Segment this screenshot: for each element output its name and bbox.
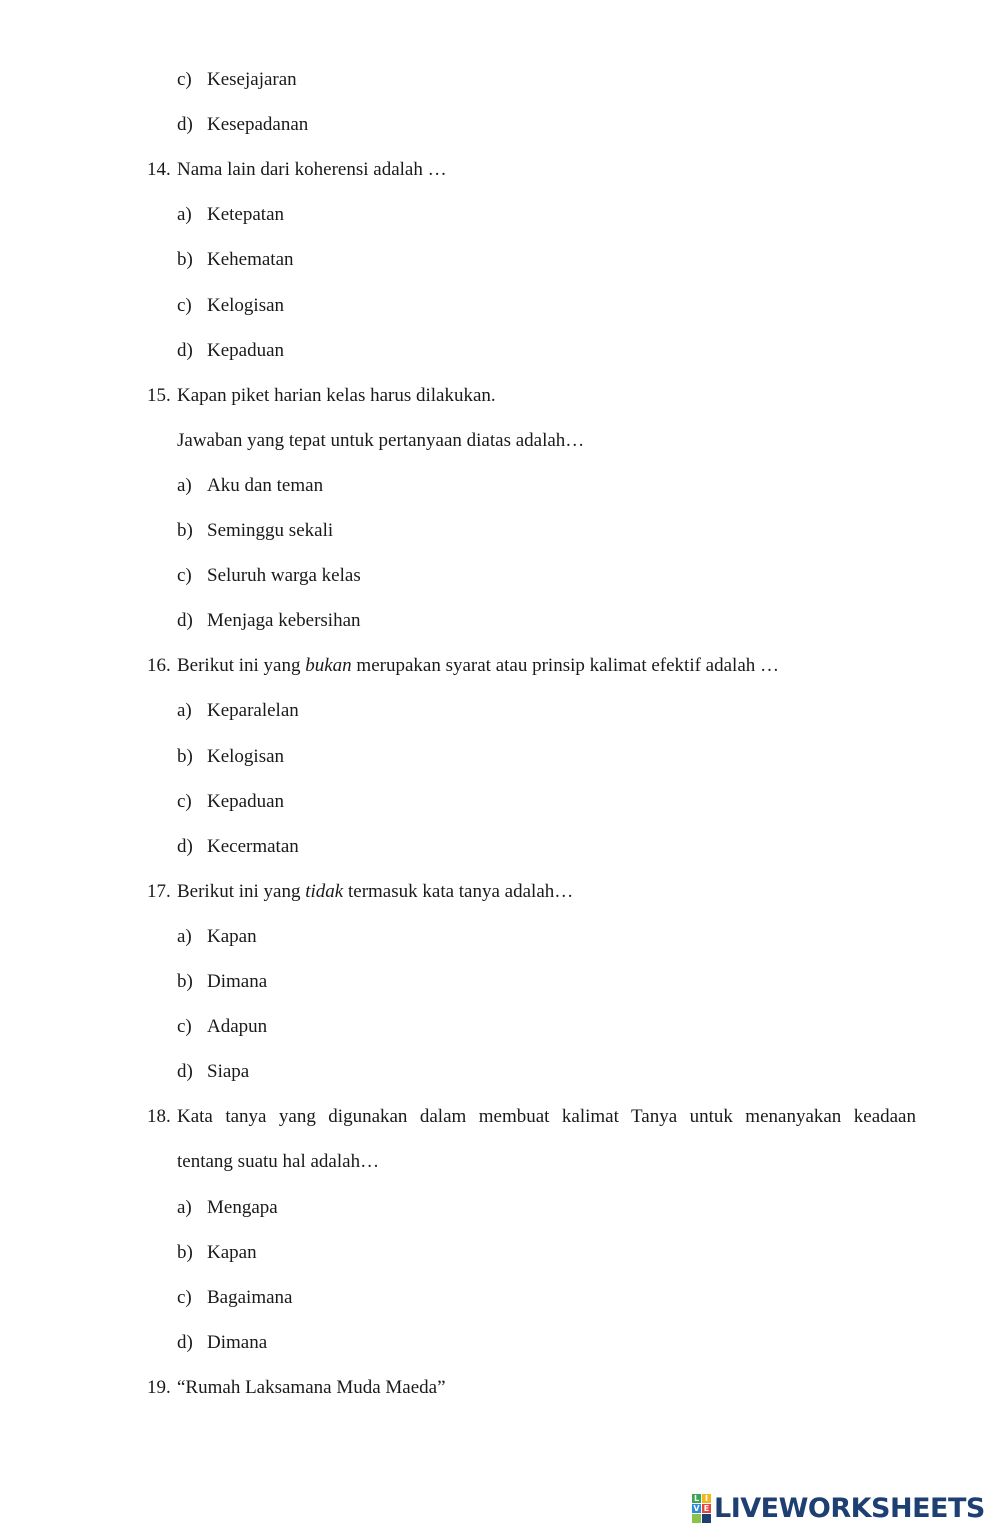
option-letter: d) [177, 340, 193, 361]
logo-tile: V [693, 1503, 700, 1513]
option-letter: a) [177, 926, 192, 947]
question-emphasis: tidak [305, 881, 344, 902]
option-text: Menjaga kebersihan [207, 610, 361, 631]
option-letter: c) [177, 1287, 192, 1308]
option-text: Mengapa [207, 1197, 278, 1218]
option-text: Keparalelan [207, 700, 299, 721]
option-letter: b) [177, 1242, 193, 1263]
question-text: Kata tanya yang digunakan dalam membuat kalimat Tanya untuk menanyakan keadaan [177, 1106, 916, 1127]
logo-mark-icon [692, 1494, 711, 1523]
option-letter: d) [177, 836, 193, 857]
question-number: 16. [147, 655, 171, 676]
option-text: Kepaduan [207, 340, 285, 361]
question-number: 18. [147, 1106, 171, 1127]
question-emphasis: bukan [305, 655, 352, 676]
option-letter: b) [177, 971, 193, 992]
logo-tile: I [702, 1494, 711, 1503]
option-text: Siapa [207, 1061, 250, 1082]
option-text: Bagaimana [207, 1287, 293, 1308]
question-text: Nama lain dari koherensi adalah … [177, 159, 447, 180]
option-text: Adapun [207, 1016, 268, 1037]
question-text: tentang suatu hal adalah… [177, 1151, 380, 1172]
option-text: Kelogisan [207, 295, 285, 316]
question-number: 15. [147, 385, 171, 406]
option-text: Aku dan teman [207, 475, 324, 496]
option-letter: b) [177, 249, 193, 270]
option-letter: c) [177, 565, 192, 586]
question-text: Kapan piket harian kelas harus dilakukan. [177, 385, 496, 406]
option-text: Kecermatan [207, 836, 299, 857]
option-letter: a) [177, 204, 192, 225]
logo-text: LIVEWORKSHEETS [714, 1492, 985, 1524]
question-text-part: Berikut ini yang [177, 881, 306, 902]
option-text: Dimana [207, 971, 268, 992]
option-text: Kehematan [207, 249, 294, 270]
option-text: Kelogisan [207, 746, 285, 767]
question-text: “Rumah Laksamana Muda Maeda” [177, 1377, 446, 1398]
option-letter: d) [177, 114, 193, 135]
logo-tile [692, 1514, 701, 1523]
option-letter: a) [177, 700, 192, 721]
option-text: Kapan [207, 1242, 257, 1263]
option-text: Seluruh warga kelas [207, 565, 361, 586]
question-text-part: Berikut ini yang [177, 655, 306, 676]
logo-tile [702, 1514, 711, 1523]
option-letter: c) [177, 69, 192, 90]
option-letter: c) [177, 295, 192, 316]
question-number: 19. [147, 1377, 171, 1398]
option-letter: b) [177, 746, 193, 767]
option-text: Kesepadanan [207, 114, 309, 135]
option-letter: b) [177, 520, 193, 541]
option-letter: c) [177, 1016, 192, 1037]
option-letter: d) [177, 1061, 193, 1082]
option-text: Dimana [207, 1332, 268, 1353]
question-number: 17. [147, 881, 171, 902]
option-letter: c) [177, 791, 192, 812]
question-text [177, 654, 779, 678]
option-text: Ketepatan [207, 204, 285, 225]
logo-tile: L [693, 1493, 700, 1503]
option-letter: d) [177, 1332, 193, 1353]
option-letter: d) [177, 610, 193, 631]
option-letter: a) [177, 475, 192, 496]
option-text: Kepaduan [207, 791, 285, 812]
question-text-part: termasuk kata tanya adalah… [343, 881, 574, 902]
logo-tile: E [703, 1503, 710, 1513]
option-text: Kesejajaran [207, 69, 297, 90]
question-text-part: merupakan syarat atau prinsip kalimat efektif adalah … [351, 655, 780, 676]
option-text: Kapan [207, 926, 257, 947]
question-number: 14. [147, 159, 171, 180]
question-text: Jawaban yang tepat untuk pertanyaan diatas adalah… [177, 430, 585, 451]
liveworksheets-logo [692, 1490, 985, 1526]
option-text: Seminggu sekali [207, 520, 334, 541]
option-letter: a) [177, 1197, 192, 1218]
question-text [177, 880, 573, 904]
